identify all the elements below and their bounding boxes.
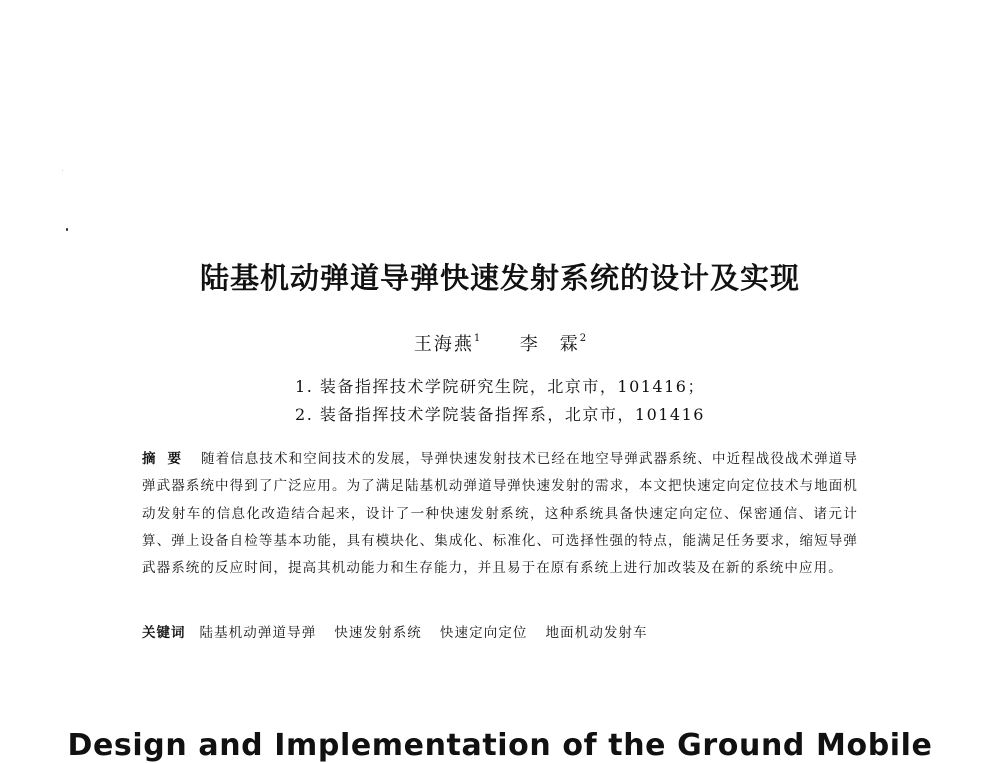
abstract-paragraph <box>142 446 858 582</box>
affiliation: 1. 装备指挥技术学院研究生院，北京市，101416； <box>295 377 705 396</box>
author-name: 王海燕 <box>413 334 474 355</box>
keyword: 快速发射系统 <box>334 625 422 641</box>
author-affiliation-mark: 1 <box>473 333 481 344</box>
abstract-text: 随着信息技术和空间技术的发展，导弹快速发射技术已经在地空导弹武器系统、中近程战役战术弹道导弹武器系统中得到了广泛应用。为了满足陆基机动弹道导弹快速发射的需求，本文把快速定向定位技术与地面机动发射车的信息化改造结合起来，设计了一种快速发射系统，这种系统具备快速定向定位、保密通信、诸元计算、弹上设备自检等基本功能，具有模块化、集成化、标准化、可选择性强的特点，能满足任务要求，缩短导弹武器系统的反应时间，提高其机动能力和生存能力，并且易于在原有系统上进行加改装及在新的系统中应用。 <box>142 451 858 577</box>
abstract-label: 摘要 <box>142 451 193 467</box>
keyword: 快速定向定位 <box>439 625 528 641</box>
paper-title-chinese: 陆基机动弹道导弹快速发射系统的设计及实现 <box>199 261 800 295</box>
author-line <box>0 330 1000 356</box>
scan-speck <box>62 170 63 171</box>
paper-title-english: Design and Implementation of the Ground Mobile <box>67 728 933 763</box>
keywords-line <box>142 621 858 641</box>
keywords-label: 关键词 <box>142 625 186 641</box>
author-affiliation-mark: 2 <box>579 333 587 344</box>
keyword: 地面机动发射车 <box>545 625 648 641</box>
author-name: 李 霖 <box>519 334 580 355</box>
scan-speck <box>66 228 68 231</box>
affiliation: 2. 装备指挥技术学院装备指挥系，北京市，101416 <box>295 405 705 424</box>
keyword: 陆基机动弹道导弹 <box>199 625 317 641</box>
